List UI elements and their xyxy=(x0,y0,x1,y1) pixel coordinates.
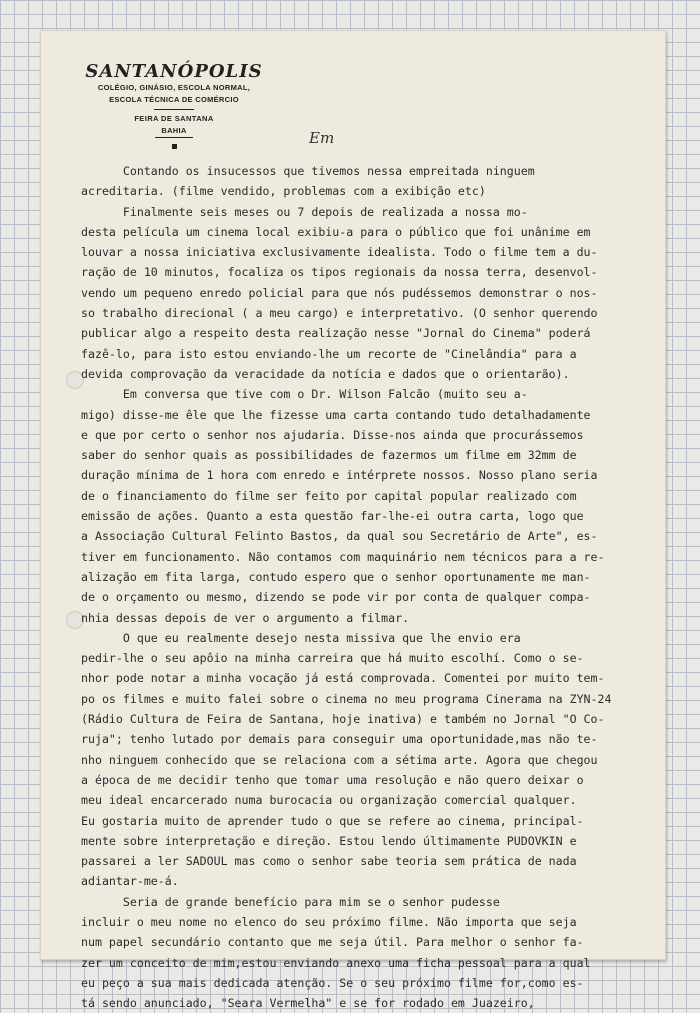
letterhead-state: BAHIA xyxy=(155,125,192,138)
text-line: nhor pode notar a minha vocação já está comprovada. Comentei por muito tem- xyxy=(81,671,605,686)
text-line: saber do senhor quais as possibilidades de fazermos um filme em 32mm de xyxy=(81,448,577,463)
text-line: so trabalho direcional ( a meu cargo) e interpretativo. (O senhor querendo xyxy=(81,306,598,321)
text-line: O que eu realmente desejo nesta missiva que lhe envio era xyxy=(81,630,521,645)
text-line: ração de 10 minutos, focaliza os tipos regionais da nossa terra, desenvol- xyxy=(81,265,598,280)
letter-sheet xyxy=(40,30,666,1011)
text-line: de o orçamento ou mesmo, dizendo se pode vir por conta de qualquer compa- xyxy=(81,590,591,605)
text-line: Finalmente seis meses ou 7 depois de realizada a nossa mo- xyxy=(81,204,528,219)
text-line: alização em fita larga, contudo espero que o senhor oportunamente me man- xyxy=(81,569,591,584)
letterhead-line-1: COLÉGIO, GINÁSIO, ESCOLA NORMAL, xyxy=(97,83,251,92)
text-line: zer um conceito de mim,estou enviando anexo uma ficha pessoal para a qual xyxy=(81,955,591,970)
letterhead-city: FEIRA DE SANTANA xyxy=(134,114,214,123)
text-line: Eu gostaria muito de aprender tudo o que se refere ao cinema, principal- xyxy=(81,813,584,828)
text-line: num papel secundário contanto que me seja útil. Para melhor o senhor fa- xyxy=(81,935,584,950)
text-line: tá sendo anunciado, "Seara Vermelha" e se for rodado em Juazeiro, xyxy=(81,996,535,1011)
text-line: nho ninguem conhecido que se relaciona com a sétima arte. Agora que chegou xyxy=(81,752,598,767)
text-line: publicar algo a respeito desta realização nesse "Jornal do Cinema" poderá xyxy=(81,326,591,341)
letterhead xyxy=(69,61,279,149)
handwritten-mark: Em xyxy=(309,129,335,147)
text-line: a Associação Cultural Felinto Bastos, da qual sou Secretário de Arte", es- xyxy=(81,529,598,544)
text-line: desta película um cinema local exibiu-a para o público que foi unânime em xyxy=(81,224,591,239)
text-line: meu ideal encarcerado numa burocacia ou organização comercial qualquer. xyxy=(81,793,577,808)
letterhead-line-2: ESCOLA TÉCNICA DE COMÉRCIO xyxy=(109,95,239,104)
text-line: nhia dessas depois de ver o argumento a filmar. xyxy=(81,610,410,625)
text-line: Em conversa que tive com o Dr. Wilson Falcão (muito seu a- xyxy=(81,387,528,402)
text-line: Contando os insucessos que tivemos nessa empreitada ninguem xyxy=(81,164,535,178)
text-line: duração mínima de 1 hora com enredo e intérprete nossos. Nosso plano seria xyxy=(81,468,598,483)
letter-body xyxy=(81,161,671,1013)
letterhead-rule xyxy=(154,109,194,110)
text-line: pedir-lhe o seu apôio na minha carreira que há muito escolhí. Como o se- xyxy=(81,651,584,666)
text-line: louvar a nossa iniciativa exclusivamente idealista. Todo o filme tem a du- xyxy=(81,245,598,260)
letterhead-square-mark xyxy=(172,144,177,149)
text-line: mente sobre interpretação e direção. Estou lendo últimamente PUDOVKIN e xyxy=(81,833,577,848)
text-line: incluir o meu nome no elenco do seu próximo filme. Não importa que seja xyxy=(81,914,577,929)
text-line: a época de me decidir tenho que tomar uma resolução e não quero deixar o xyxy=(81,772,584,787)
text-line: (Rádio Cultura de Feira de Santana, hoje inativa) e também no Jornal "O Co- xyxy=(81,712,605,727)
text-line: de o financiamento do filme ser feito por capital popular realizado com xyxy=(81,488,577,503)
text-line: tiver em funcionamento. Não contamos com maquinário nem técnicos para a re- xyxy=(81,549,605,564)
text-line: passarei a ler SADOUL mas como o senhor sabe teoria sem prática de nada xyxy=(81,854,577,869)
text-line: ruja"; tenho lutado por demais para conseguir uma oportunidade,mas não te- xyxy=(81,732,598,747)
text-line: fazê-lo, para isto estou enviando-lhe um recorte de "Cinelândia" para a xyxy=(81,346,577,361)
text-line: vendo um pequeno enredo policial para que nós pudéssemos demonstrar o nos- xyxy=(81,285,598,300)
text-line: po os filmes e muito falei sobre o cinema no meu programa Cinerama na ZYN-24 xyxy=(81,691,612,706)
text-line: migo) disse-me êle que lhe fizesse uma carta contando tudo detalhadamente xyxy=(81,407,591,422)
text-line: emissão de ações. Quanto a esta questão far-lhe-ei outra carta, logo que xyxy=(81,509,584,524)
text-line: acreditaria. (filme vendido, problemas com a exibição etc) xyxy=(81,184,486,199)
text-line: Seria de grande benefício para mim se o senhor pudesse xyxy=(81,894,500,909)
text-line: devida comprovação da veracidade da notícia e dados que o orientarão). xyxy=(81,366,570,381)
text-line: adiantar-me-á. xyxy=(81,874,179,889)
text-line: eu peço a sua mais dedicada atenção. Se o seu próximo filme for,como es- xyxy=(81,975,584,990)
letterhead-name: SANTANÓPOLIS xyxy=(85,61,263,82)
text-line: e que por certo o senhor nos ajudaria. Disse-nos ainda que procurássemos xyxy=(81,427,584,442)
